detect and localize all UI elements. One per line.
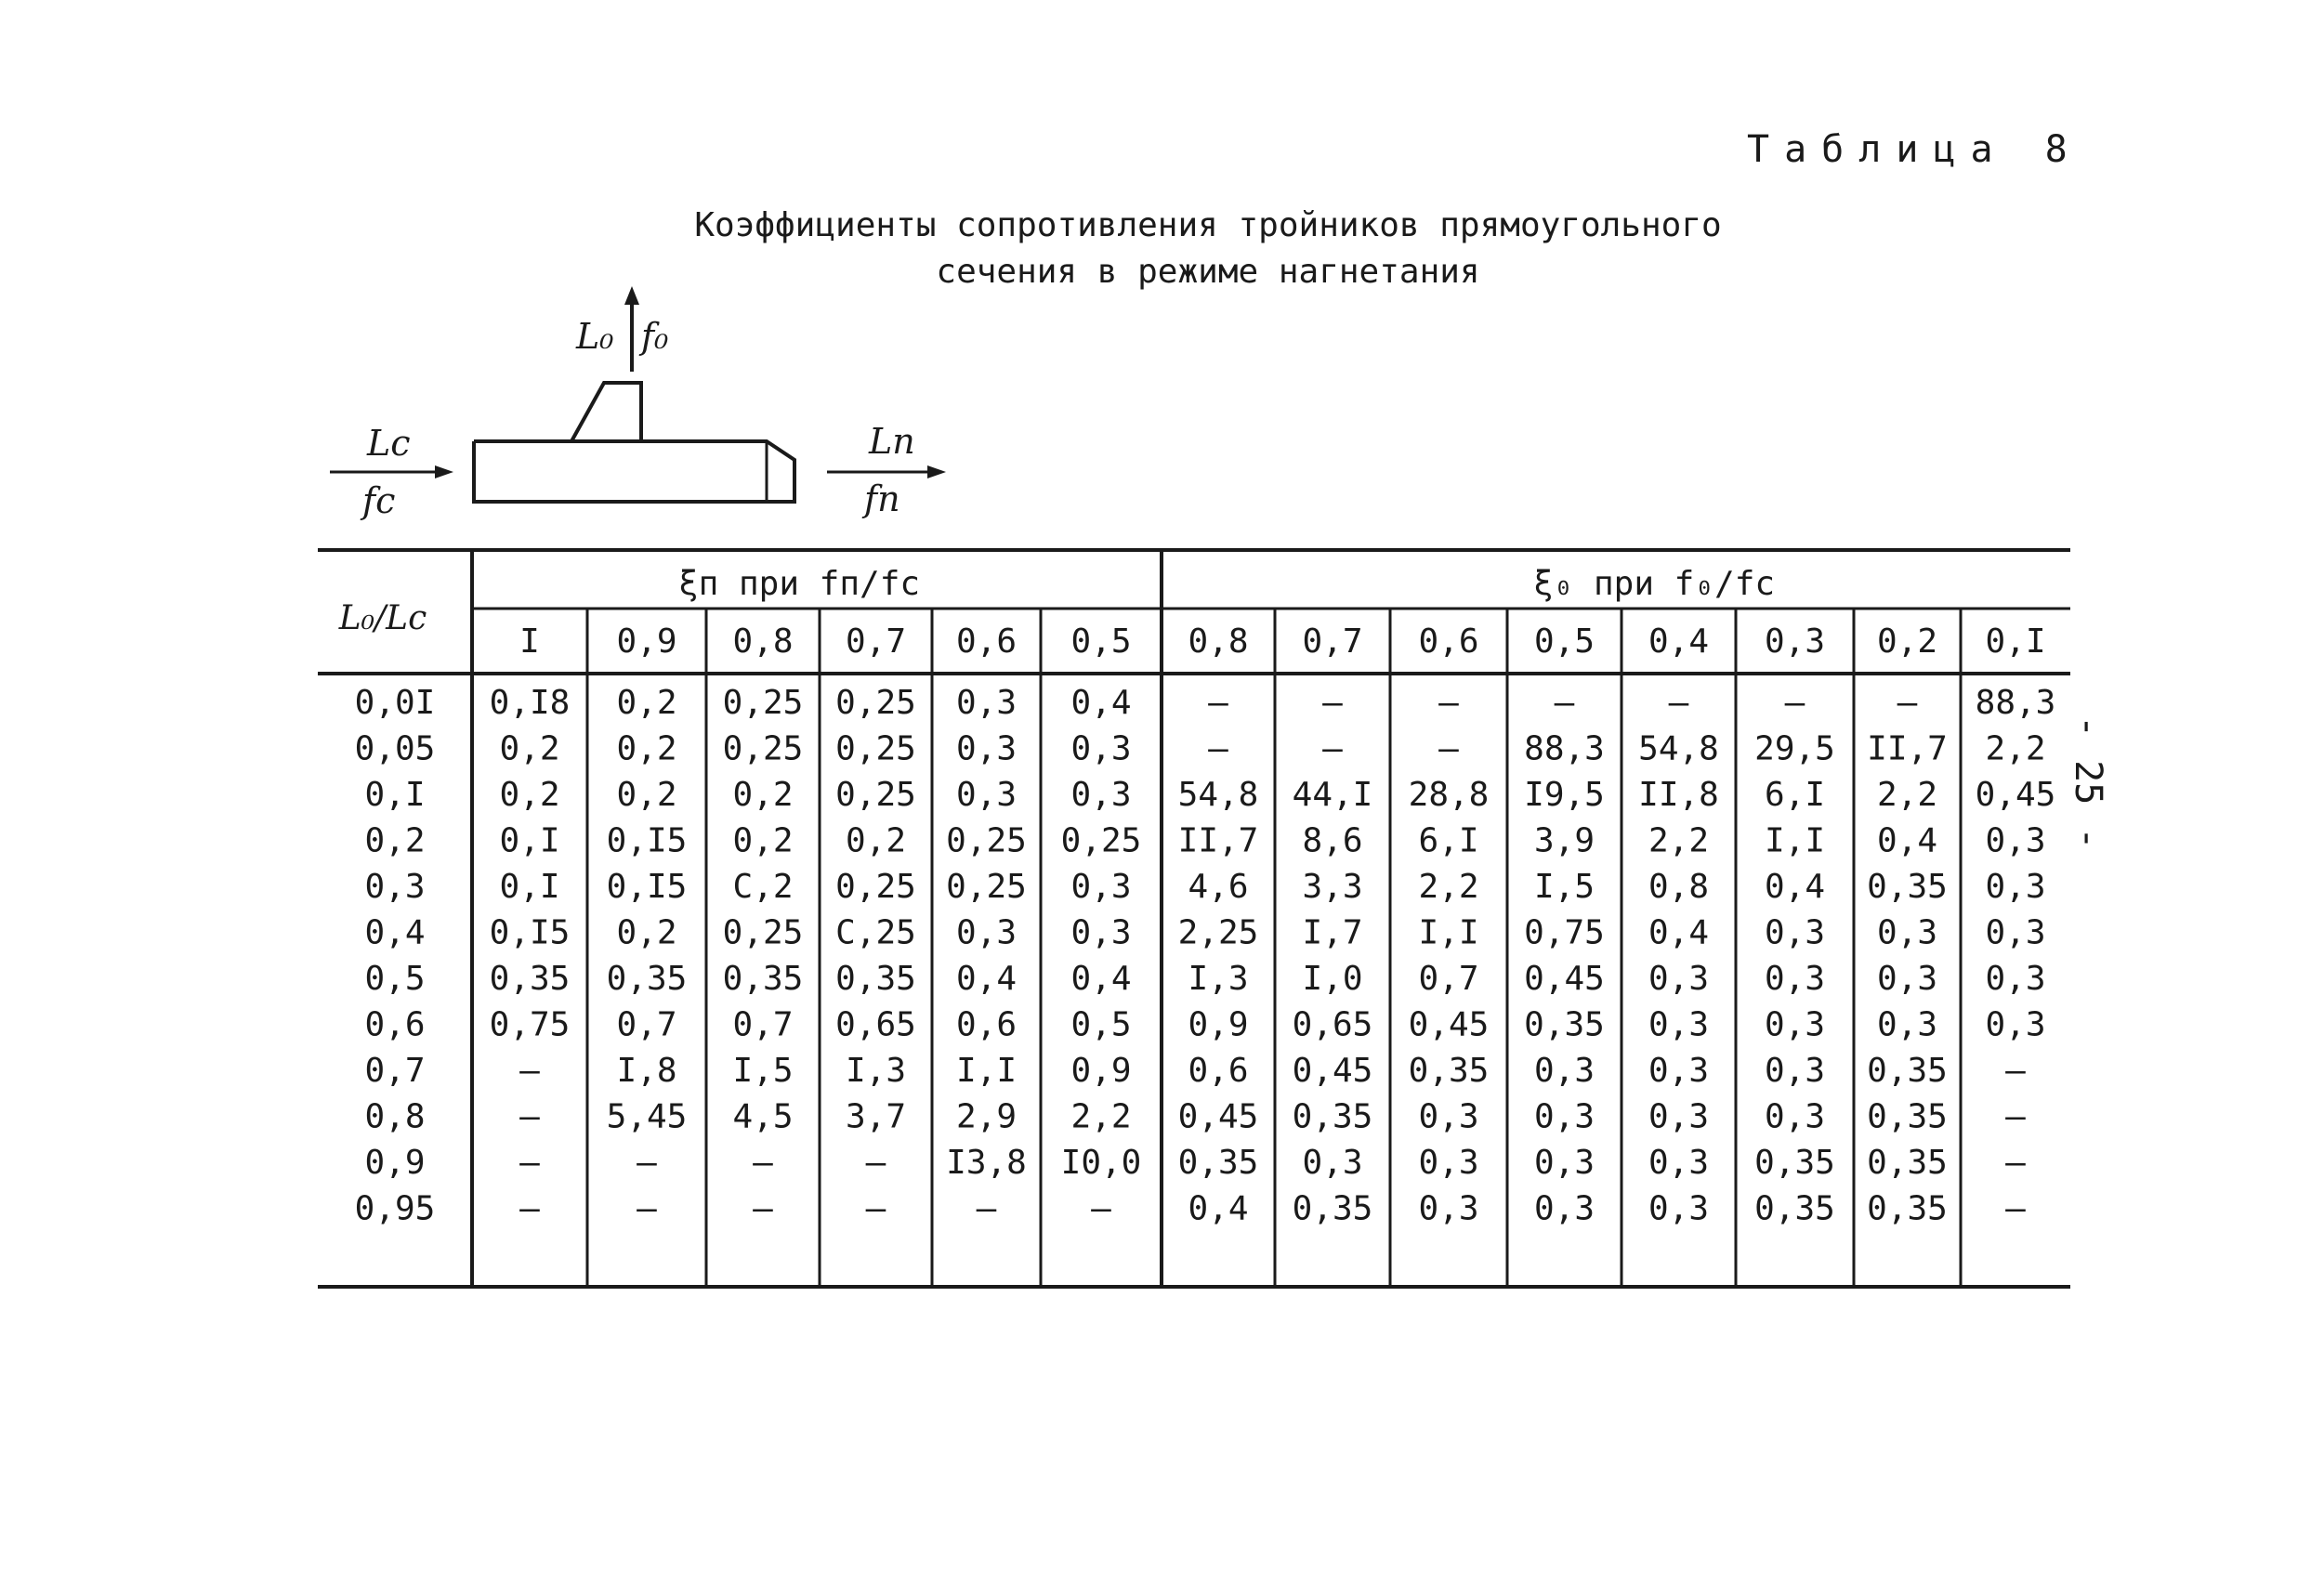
table-title-line-1: Коэффициенты сопротивления тройников прямоугольного <box>694 206 1722 244</box>
table-cell: – <box>1208 729 1228 768</box>
table-cell: – <box>637 1189 657 1228</box>
table-cell: 0,25 <box>835 868 916 906</box>
table-cell: – <box>1438 729 1459 768</box>
outlet-flow-label: Lп <box>869 421 915 462</box>
table-cell: 0,65 <box>835 1005 916 1044</box>
table-cell: I0,0 <box>1060 1144 1142 1182</box>
table-cell: 0,3 <box>1985 960 2046 998</box>
table-cell: 29,5 <box>1754 729 1835 768</box>
table-cell: 5,45 <box>606 1097 688 1136</box>
table-cell: 0,7 <box>616 1005 677 1044</box>
table-cell: 0,4 <box>1070 684 1132 722</box>
table-cell: 0,35 <box>489 960 571 998</box>
table-cell: 2,2 <box>1648 821 1710 860</box>
row-key: 0,95 <box>354 1189 436 1228</box>
table-text <box>338 565 2056 1228</box>
table-cell: – <box>519 1052 540 1090</box>
table-cell: 0,2 <box>499 776 560 814</box>
row-key: 0,4 <box>364 913 426 952</box>
table-cell: 6,I <box>1418 821 1479 860</box>
column-header: I <box>519 622 540 661</box>
table-cell: 28,8 <box>1408 776 1490 814</box>
table-cell: 0,3 <box>1648 1144 1710 1182</box>
column-header: 0,2 <box>1876 622 1938 661</box>
column-header: 0,8 <box>1188 622 1249 661</box>
table-cell: 3,3 <box>1302 868 1363 906</box>
table-cell: I,5 <box>732 1052 794 1090</box>
row-key: 0,2 <box>364 821 426 860</box>
table-cell: – <box>1322 729 1343 768</box>
table-cell: 4,5 <box>732 1097 794 1136</box>
table-cell: 0,35 <box>1867 1144 1948 1182</box>
table-cell: 0,3 <box>955 913 1018 952</box>
table-cell: II,7 <box>1867 729 1948 768</box>
table-cell: 0,I5 <box>606 868 688 906</box>
inlet-area-label: fс <box>362 480 396 521</box>
table-cell: 0,3 <box>1070 913 1132 952</box>
table-cell: 0,35 <box>1867 1052 1948 1090</box>
table-cell: 0,3 <box>1764 1097 1826 1136</box>
table-cell: 0,3 <box>1533 1097 1595 1136</box>
table-label: Таблица 8 <box>1747 128 2082 171</box>
table-cell: 0,2 <box>732 821 794 860</box>
table-cell: 0,3 <box>1648 1189 1710 1228</box>
table-cell: 6,I <box>1764 776 1826 814</box>
table-cell: – <box>637 1144 657 1182</box>
table-cell: 0,3 <box>1302 1144 1363 1182</box>
table-cell: 0,35 <box>722 960 804 998</box>
table-cell: 0,4 <box>1648 913 1710 952</box>
table-cell: 0,25 <box>722 684 804 722</box>
table-cell: 0,5 <box>1070 1005 1132 1044</box>
column-header: 0,3 <box>1764 622 1826 661</box>
table-cell: I,I <box>955 1052 1018 1090</box>
table-cell: 0,35 <box>1292 1097 1373 1136</box>
column-header: 0,4 <box>1648 622 1710 661</box>
column-header: 0,5 <box>1533 622 1595 661</box>
table-cell: – <box>865 1189 886 1228</box>
table-cell: 2,2 <box>1070 1097 1132 1136</box>
table-cell: I,7 <box>1302 913 1363 952</box>
table-cell: – <box>2005 1097 2026 1136</box>
table-cell: II,8 <box>1638 776 1719 814</box>
page-number: - 25 - <box>2067 715 2109 850</box>
table-cell: 44,I <box>1292 776 1373 814</box>
table-cell: I3,8 <box>946 1144 1027 1182</box>
inlet-flow-label: Lс <box>367 423 411 464</box>
table-cell: 0,35 <box>1867 1189 1948 1228</box>
table-cell: 0,3 <box>1764 913 1826 952</box>
table-cell: I,3 <box>845 1052 907 1090</box>
row-key: 0,5 <box>364 960 426 998</box>
table-cell: 0,25 <box>1060 821 1142 860</box>
table-cell: I9,5 <box>1524 776 1605 814</box>
table-cell: – <box>753 1189 773 1228</box>
table-cell: 0,25 <box>946 868 1027 906</box>
table-cell: 0,3 <box>1985 821 2046 860</box>
outlet-area-label: fп <box>864 478 900 519</box>
branch-flow-label: L₀ <box>576 316 614 357</box>
table-cell: 0,I8 <box>489 684 571 722</box>
group-header-xi-p: ξп при fп/fс <box>677 565 921 603</box>
table-cell: 0,2 <box>616 776 677 814</box>
table-cell: 0,3 <box>1876 913 1938 952</box>
table-cell: 0,35 <box>1408 1052 1490 1090</box>
table-cell: 0,4 <box>1764 868 1826 906</box>
table-cell: I,8 <box>616 1052 677 1090</box>
table-cell: 0,3 <box>1648 1097 1710 1136</box>
column-header: 0,6 <box>955 622 1018 661</box>
table-cell: – <box>1784 684 1805 722</box>
table-cell: 0,35 <box>1754 1144 1835 1182</box>
table-cell: 0,35 <box>1867 1097 1948 1136</box>
table-cell: 0,3 <box>955 729 1018 768</box>
row-key: 0,9 <box>364 1144 426 1182</box>
group-header-xi-0: ξ₀ при f₀/fс <box>1532 565 1776 603</box>
table-cell: 2,2 <box>1876 776 1938 814</box>
table-cell: 0,3 <box>1648 1052 1710 1090</box>
table-cell: 0,3 <box>1533 1189 1595 1228</box>
table-cell: – <box>1554 684 1575 722</box>
table-cell: 0,25 <box>946 821 1027 860</box>
table-cell: 2,9 <box>955 1097 1018 1136</box>
table-cell: 8,6 <box>1302 821 1363 860</box>
table-cell: 0,2 <box>616 684 677 722</box>
table-cell: 0,3 <box>1418 1097 1479 1136</box>
table-cell: 0,65 <box>1292 1005 1373 1044</box>
table-cell: 0,8 <box>1648 868 1710 906</box>
table-cell: – <box>2005 1144 2026 1182</box>
table-cell: 0,3 <box>1533 1052 1595 1090</box>
table-cell: – <box>519 1189 540 1228</box>
table-cell: – <box>1897 684 1918 722</box>
table-cell: 0,2 <box>616 913 677 952</box>
table-cell: – <box>1668 684 1689 722</box>
table-cell: 0,3 <box>1876 1005 1938 1044</box>
table-cell: 0,6 <box>1188 1052 1249 1090</box>
table-cell: 88,3 <box>1524 729 1605 768</box>
table-cell: 0,45 <box>1177 1097 1259 1136</box>
branch-area-label: f₀ <box>641 316 669 357</box>
table-cell: 3,9 <box>1533 821 1595 860</box>
table-cell: 0,75 <box>1524 913 1605 952</box>
table-cell: 0,3 <box>1764 960 1826 998</box>
table-cell: 0,35 <box>1177 1144 1259 1182</box>
column-header: 0,8 <box>732 622 794 661</box>
table-cell: 0,2 <box>499 729 560 768</box>
table-cell: 0,3 <box>1876 960 1938 998</box>
row-key: 0,8 <box>364 1097 426 1136</box>
table-cell: 0,3 <box>1764 1005 1826 1044</box>
table-cell: – <box>2005 1052 2026 1090</box>
table-cell: 0,25 <box>835 729 916 768</box>
table-cell: 0,3 <box>1985 913 2046 952</box>
table-cell: – <box>1208 684 1228 722</box>
row-key: 0,7 <box>364 1052 426 1090</box>
table-cell: 0,3 <box>1648 960 1710 998</box>
row-key: 0,05 <box>354 729 436 768</box>
table-cell: 2,2 <box>1418 868 1479 906</box>
table-cell: 0,7 <box>732 1005 794 1044</box>
table-cell: 54,8 <box>1638 729 1719 768</box>
table-cell: 0,25 <box>722 913 804 952</box>
table-cell: 0,2 <box>845 821 907 860</box>
table-cell: I,I <box>1418 913 1479 952</box>
table-cell: 0,I5 <box>606 821 688 860</box>
table-cell: 0,35 <box>835 960 916 998</box>
row-header: L₀/Lс <box>338 599 427 637</box>
table-cell: I,0 <box>1302 960 1363 998</box>
table-cell: II,7 <box>1177 821 1259 860</box>
table-cell: 0,3 <box>1070 868 1132 906</box>
table-cell: 0,25 <box>722 729 804 768</box>
table-cell: 0,3 <box>1533 1144 1595 1182</box>
table-cell: – <box>2005 1189 2026 1228</box>
table-cell: 0,3 <box>1648 1005 1710 1044</box>
table-cell: 0,45 <box>1292 1052 1373 1090</box>
table-cell: 0,4 <box>1188 1189 1249 1228</box>
table-cell: 0,I <box>499 821 560 860</box>
table-cell: 0,4 <box>1876 821 1938 860</box>
table-cell: 0,I5 <box>489 913 571 952</box>
table-cell: 2,25 <box>1177 913 1259 952</box>
table-cell: 0,3 <box>1418 1144 1479 1182</box>
table-title-line-2: сечения в режиме нагнетания <box>936 253 1480 291</box>
table-cell: 0,35 <box>1524 1005 1605 1044</box>
table-cell: 0,3 <box>955 684 1018 722</box>
table-cell: – <box>865 1144 886 1182</box>
table-cell: 0,7 <box>1418 960 1479 998</box>
table-cell: 0,45 <box>1975 776 2056 814</box>
table-cell: 54,8 <box>1177 776 1259 814</box>
table-cell: 0,9 <box>1188 1005 1249 1044</box>
column-header: 0,5 <box>1070 622 1132 661</box>
table-cell: 0,25 <box>835 684 916 722</box>
table-cell: 0,I <box>499 868 560 906</box>
table-cell: 2,2 <box>1985 729 2046 768</box>
table-cell: I,5 <box>1533 868 1595 906</box>
table-cell: – <box>753 1144 773 1182</box>
table-cell: I,I <box>1764 821 1826 860</box>
table-cell: 3,7 <box>845 1097 907 1136</box>
table-cell: 0,3 <box>955 776 1018 814</box>
table-cell: 0,2 <box>732 776 794 814</box>
table-cell: 0,35 <box>1292 1189 1373 1228</box>
table-cell: 0,3 <box>1070 776 1132 814</box>
column-header: 0,I <box>1985 622 2046 661</box>
table-cell: 0,3 <box>1985 1005 2046 1044</box>
table-cell: 0,4 <box>955 960 1018 998</box>
table-cell: – <box>1322 684 1343 722</box>
table-cell: – <box>976 1189 997 1228</box>
table-cell: 0,2 <box>616 729 677 768</box>
row-key: 0,I <box>364 776 426 814</box>
table-cell: 0,25 <box>835 776 916 814</box>
table-cell: C,25 <box>835 913 916 952</box>
table-cell: 0,35 <box>1754 1189 1835 1228</box>
row-key: 0,0I <box>354 684 436 722</box>
row-key: 0,3 <box>364 868 426 906</box>
table-cell: – <box>519 1097 540 1136</box>
table-cell: 0,75 <box>489 1005 571 1044</box>
table-cell: C,2 <box>732 868 794 906</box>
row-key: 0,6 <box>364 1005 426 1044</box>
table-cell: – <box>519 1144 540 1182</box>
table-cell: 88,3 <box>1975 684 2056 722</box>
table-cell: 0,45 <box>1524 960 1605 998</box>
column-header: 0,7 <box>1302 622 1363 661</box>
table-cell: 0,3 <box>1070 729 1132 768</box>
column-header: 0,6 <box>1418 622 1479 661</box>
table-cell: 0,3 <box>1764 1052 1826 1090</box>
column-header: 0,9 <box>616 622 677 661</box>
table-cell: – <box>1091 1189 1111 1228</box>
table-cell: 0,45 <box>1408 1005 1490 1044</box>
table-cell: 0,3 <box>1985 868 2046 906</box>
table-cell: 4,6 <box>1188 868 1249 906</box>
table-cell: 0,35 <box>1867 868 1948 906</box>
table-cell: 0,4 <box>1070 960 1132 998</box>
table-cell: 0,6 <box>955 1005 1018 1044</box>
table-cell: 0,35 <box>606 960 688 998</box>
table-cell: I,3 <box>1188 960 1249 998</box>
table-cell: 0,3 <box>1418 1189 1479 1228</box>
table-cell: 0,9 <box>1070 1052 1132 1090</box>
column-header: 0,7 <box>845 622 907 661</box>
table-cell: – <box>1438 684 1459 722</box>
